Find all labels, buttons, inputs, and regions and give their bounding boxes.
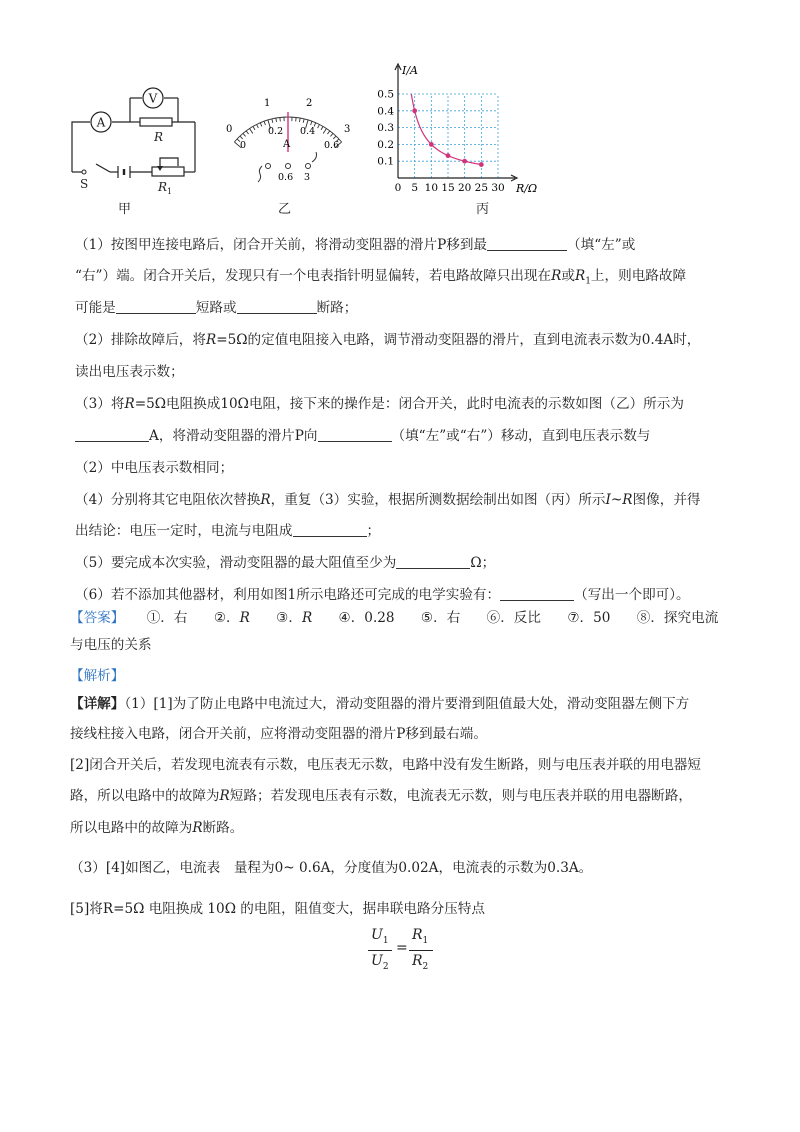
blank-8[interactable] bbox=[500, 586, 574, 601]
figure-caption-jia: 甲 bbox=[118, 202, 132, 217]
q1-line2: “右”）端。闭合开关后，发现只有一个电表指针明显偏转，若电路故障只出现在R或$R_1$上，则电路故障 bbox=[75, 268, 687, 287]
y-tick-label: 0.1 bbox=[377, 155, 394, 168]
data-point bbox=[412, 108, 417, 113]
analysis-tag: 【解析】 bbox=[70, 668, 125, 684]
blank-4[interactable] bbox=[75, 427, 149, 442]
dial-tick bbox=[333, 136, 336, 139]
x-tick-label: 20 bbox=[457, 182, 472, 194]
q3-line3: （2）中电压表示数相同； bbox=[75, 460, 234, 476]
y-tick-label: 0.3 bbox=[377, 122, 394, 135]
dial-tick bbox=[321, 126, 323, 129]
dial-tick bbox=[243, 133, 246, 136]
answer-tag: 【答案】 bbox=[70, 610, 125, 626]
dial-tick bbox=[276, 118, 277, 122]
y-tick-label: 0.5 bbox=[377, 88, 394, 101]
q1-line3: 可能是 短路或 断路； bbox=[75, 300, 358, 316]
blank-1[interactable] bbox=[487, 236, 567, 251]
dial-tick bbox=[272, 119, 273, 123]
svg-text:0.4: 0.4 bbox=[300, 126, 316, 137]
svg-text:0.6: 0.6 bbox=[324, 140, 340, 151]
dial-tick bbox=[250, 129, 253, 134]
ir-graph bbox=[370, 60, 550, 200]
data-point bbox=[479, 162, 484, 167]
detail-l4: 路，所以电路中的故障为R短路；若发现电压表有示数，电流表无示数，则与电压表并联的用电器断路， bbox=[70, 788, 692, 804]
graph-xlabel: R/Ω bbox=[516, 182, 538, 195]
blank-3[interactable] bbox=[237, 299, 317, 314]
switch-label: S bbox=[80, 177, 89, 191]
q3-line1: （3）将R=5Ω电阻换成10Ω电阻，接下来的操作是：闭合开关，此时电流表的示数如图（乙）所示为 bbox=[75, 396, 684, 412]
y-tick-label: 0.2 bbox=[377, 138, 394, 151]
data-point bbox=[429, 142, 434, 147]
q1-line1: （1）按图甲连接电路后，闭合开关前，将滑动变阻器的滑片P移到最 （填“左”或 bbox=[75, 237, 636, 253]
svg-text:3: 3 bbox=[304, 172, 311, 183]
q6-line: （6）若不添加其他器材，利用如图1所示电路还可完成的电学实验有： （写出一个即可）。 bbox=[75, 587, 690, 603]
x-tick-label: 10 bbox=[424, 182, 439, 194]
svg-text:3: 3 bbox=[344, 124, 351, 135]
svg-text:1: 1 bbox=[264, 98, 271, 109]
data-point bbox=[446, 153, 451, 158]
blank-7[interactable] bbox=[396, 554, 470, 569]
detail-l5: 所以电路中的故障为R断路。 bbox=[70, 820, 244, 836]
x-tick-label: 15 bbox=[441, 182, 455, 194]
dial-tick bbox=[327, 131, 329, 134]
figure-caption-bing: 丙 bbox=[476, 202, 490, 217]
dial-tick bbox=[299, 118, 300, 122]
dial-tick bbox=[303, 119, 304, 123]
detail-l7: [5]将R=5Ω 电阻换成 10Ω 的电阻，阻值变大，据串联电路分压特点 bbox=[70, 901, 485, 917]
detail-l1: 【详解】（1）[1]为了防止电路中电流过大，滑动变阻器的滑片要滑到阻值最大处，滑动变阻器左侧下方 bbox=[70, 696, 690, 712]
x-tick-label: 5 bbox=[411, 182, 419, 194]
answer-cont: 与电压的关系 bbox=[70, 637, 152, 653]
svg-text:0.2: 0.2 bbox=[268, 126, 284, 137]
figure-caption-yi: 乙 bbox=[278, 202, 292, 217]
blank-2[interactable] bbox=[116, 299, 196, 314]
detail-l2: 接线柱接入电路，闭合开关前，应将滑动变阻器的滑片P移到最右端。 bbox=[70, 726, 487, 742]
voltmeter-label: V bbox=[148, 91, 158, 106]
dial-tick bbox=[330, 133, 333, 136]
dial-tick bbox=[264, 121, 265, 125]
graph-ylabel: I/A bbox=[402, 64, 418, 77]
data-point bbox=[462, 159, 467, 164]
resistor-label: R bbox=[154, 130, 164, 144]
blank-6[interactable] bbox=[293, 522, 367, 537]
dial-tick bbox=[240, 136, 243, 139]
resistor-symbol bbox=[140, 118, 172, 126]
y-tick-label: 0.4 bbox=[377, 105, 394, 118]
svg-text:0: 0 bbox=[240, 140, 247, 151]
ammeter-dial bbox=[220, 92, 360, 192]
dial-tick bbox=[253, 126, 255, 129]
q4-line1: （4）分别将其它电阻依次替换R，重复（3）实验，根据所测数据绘制出如图（丙）所示I~R图像，并得 bbox=[75, 492, 701, 508]
x-tick-label: 0 bbox=[394, 182, 402, 194]
svg-text:0: 0 bbox=[226, 124, 233, 135]
ammeter-label: A bbox=[96, 115, 106, 130]
q3-line2: A，将滑动变阻器的滑片P向 （填“左”或“右”）移动，直到电压表示数与 bbox=[75, 426, 650, 446]
dial-tick bbox=[260, 123, 262, 127]
dial-tick bbox=[257, 124, 259, 128]
x-tick-label: 30 bbox=[491, 182, 505, 194]
dial-tick bbox=[311, 121, 312, 125]
meter-unit: A bbox=[283, 139, 291, 150]
rheostat-label: $R_1$ bbox=[158, 180, 173, 196]
detail-l6: （3）[4]如图乙，电流表 量程为0~ 0.6A，分度值为0.02A，电流表的示数为0.3A。 bbox=[70, 860, 593, 876]
dial-tick bbox=[246, 131, 248, 134]
rheostat-symbol bbox=[152, 167, 184, 176]
q2-line2: 读出电压表示数； bbox=[75, 364, 184, 380]
ratio-formula: $U_1$ $U_2$ = $R_1$ $R_2$ bbox=[368, 924, 438, 980]
svg-text:0.6: 0.6 bbox=[278, 172, 294, 183]
answer-line: 【答案】 ①．右 ②．R ③．R ④．0.28 ⑤．右 ⑥．反比 ⑦．50 ⑧．探究电流 bbox=[70, 610, 719, 626]
q2-line1: （2）排除故障后，将R=5Ω的定值电阻接入电路，调节滑动变阻器的滑片，直到电流表示数为0.4A时， bbox=[75, 332, 701, 348]
q5-line: （5）要完成本次实验，滑动变阻器的最大阻值至少为 Ω； bbox=[75, 555, 496, 571]
dial-tick bbox=[323, 129, 326, 134]
circuit-diagram bbox=[60, 80, 210, 200]
detail-l3: [2]闭合开关后，若发现电流表有示数，电压表无示数，电路中没有发生断路，则与电压表并联的用电器短 bbox=[70, 757, 701, 773]
svg-text:2: 2 bbox=[306, 98, 313, 109]
x-tick-label: 25 bbox=[474, 182, 489, 194]
dial-tick bbox=[318, 124, 320, 128]
blank-5[interactable] bbox=[318, 427, 392, 442]
q4-line2: 出结论：电压一定时，电流与电阻成 ； bbox=[75, 523, 381, 539]
